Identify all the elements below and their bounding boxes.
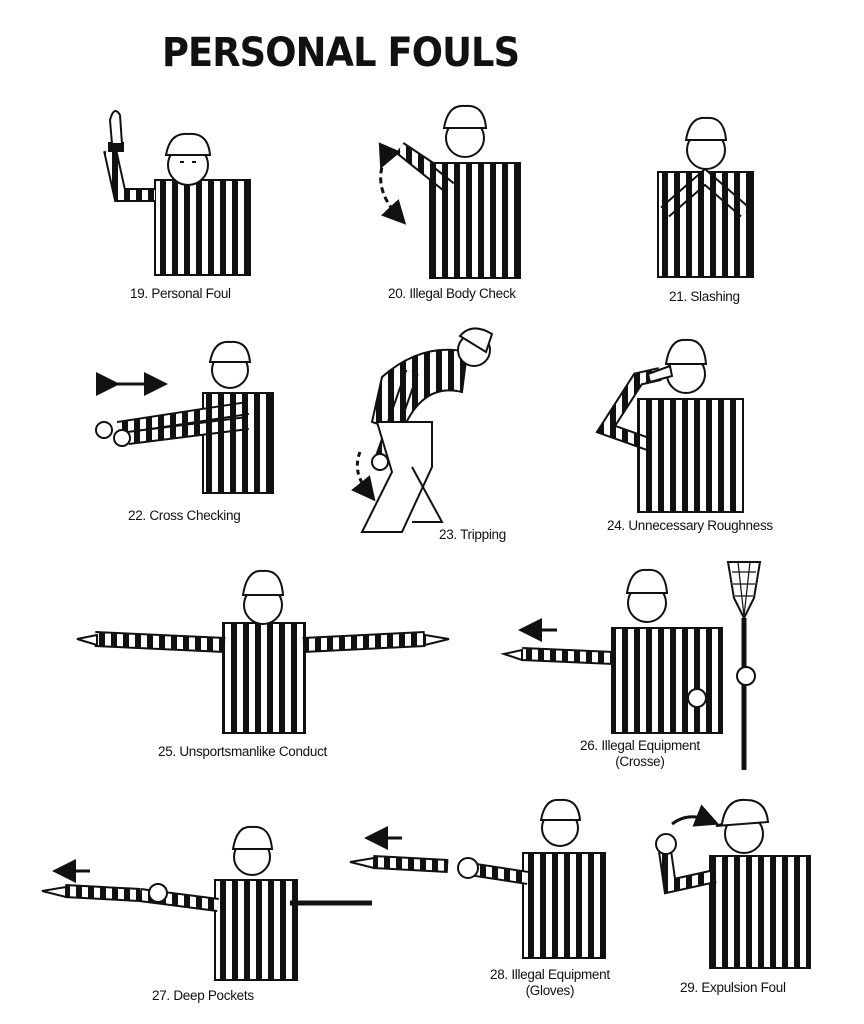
- signal-caption: 29. Expulsion Foul: [680, 980, 786, 995]
- referee-figure: [100, 100, 260, 275]
- signal-deep-pockets: [40, 825, 374, 980]
- referee-figure: [650, 796, 814, 968]
- signal-tripping: [352, 322, 502, 540]
- signal-cross-checking: [98, 338, 278, 493]
- referee-figure: [98, 338, 278, 493]
- referee-figure: [370, 98, 530, 278]
- signal-caption: 19. Personal Foul: [130, 286, 231, 301]
- signal-caption: 22. Cross Checking: [128, 508, 241, 523]
- referee-figure: [650, 112, 760, 277]
- signal-caption: 27. Deep Pockets: [152, 988, 254, 1003]
- page-title: PERSONAL FOULS: [162, 30, 520, 76]
- signal-caption: 23. Tripping: [439, 527, 506, 542]
- signal-caption: 20. Illegal Body Check: [388, 286, 516, 301]
- signal-caption: 28. Illegal Equipment (Gloves): [490, 967, 610, 998]
- signal-unnecessary-roughness: [598, 334, 748, 512]
- referee-figure: [40, 825, 374, 980]
- signal-caption: 26. Illegal Equipment (Crosse): [580, 738, 700, 769]
- signal-expulsion-foul: [650, 796, 814, 968]
- signal-illegal-equipment-gloves: [348, 798, 610, 958]
- referee-figure: [75, 565, 453, 733]
- signal-caption: 24. Unnecessary Roughness: [607, 518, 773, 533]
- referee-figure: [598, 334, 748, 512]
- signal-unsportsmanlike-conduct: [75, 565, 453, 733]
- signal-illegal-body-check: [370, 98, 530, 278]
- referee-figure: [348, 798, 610, 958]
- signal-caption: 25. Unsportsmanlike Conduct: [158, 744, 327, 759]
- signal-slashing: [650, 112, 760, 277]
- referee-figure: [352, 322, 502, 540]
- signal-caption: 21. Slashing: [669, 289, 740, 304]
- signal-personal-foul: [100, 100, 260, 275]
